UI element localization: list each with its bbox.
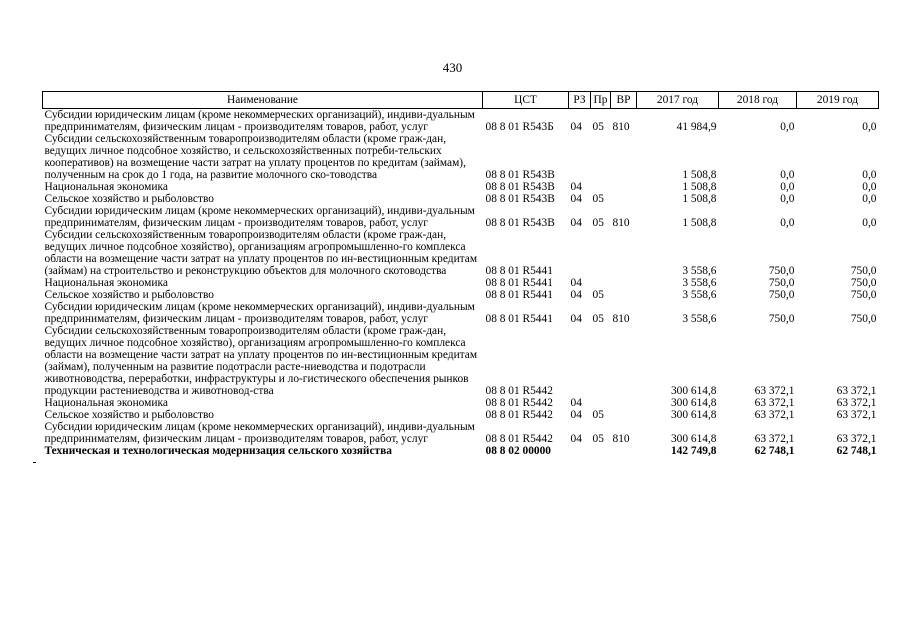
row-cst: 08 8 01 R5442: [485, 397, 553, 409]
row-2018: 0,0: [780, 169, 795, 181]
row-rz: 04: [570, 217, 582, 229]
row-2017: 1 508,8: [682, 169, 717, 181]
row-name: Субсидии сельскохозяйственным товаропроизводителям области (кроме граж-дан, ведущих личное подсобное хозяйство, и сельскохозяйственных потреби-тельских кооперативов) на возмещение части затрат на уплату процентов по кредитам (займам), полученным на срок до 1 года, на развитие молочного ско-товодства: [44, 133, 466, 181]
row-2018: 0,0: [780, 217, 795, 229]
row-2017: 300 614,8: [670, 409, 717, 421]
row-vr: [611, 181, 637, 193]
row-rz: 04: [570, 181, 582, 193]
row-name: Субсидии юридическим лицам (кроме некоммерческих организаций), индиви-дуальным предпринимателям, физическим лицам - производителям товаров, работ, услуг: [44, 421, 475, 445]
table-row: [43, 289, 879, 301]
row-pr: 05: [592, 409, 604, 421]
row-pr: [591, 181, 611, 193]
table-row: [43, 133, 879, 181]
row-vr: 810: [612, 433, 630, 445]
row-rz: [569, 133, 591, 181]
row-cst: 08 8 01 R5441: [485, 277, 553, 289]
row-name: Субсидии юридическим лицам (кроме некоммерческих организаций), индиви-дуальным предпринимателям, физическим лицам - производителям товаров, работ, услуг: [44, 109, 475, 133]
row-vr: 810: [612, 217, 630, 229]
row-2019: 750,0: [850, 277, 877, 289]
row-cst: 08 8 01 R543В: [485, 217, 555, 229]
row-2019: 63 372,1: [836, 409, 877, 421]
header-2019: 2019 год: [797, 92, 879, 109]
row-pr: [591, 277, 611, 289]
row-vr: [611, 409, 637, 421]
row-2019: 0,0: [862, 217, 877, 229]
table-row: [43, 277, 879, 289]
row-rz: 04: [570, 409, 582, 421]
row-2018: 750,0: [768, 265, 795, 277]
row-rz: 04: [570, 121, 582, 133]
row-2017: 300 614,8: [670, 433, 717, 445]
table-row: [43, 445, 879, 457]
row-rz: [569, 445, 591, 457]
row-name: Национальная экономика: [44, 397, 168, 409]
row-2017: 3 558,6: [682, 313, 717, 325]
row-2018: 62 748,1: [754, 445, 795, 457]
row-2017: 142 749,8: [670, 445, 717, 457]
row-vr: 810: [612, 313, 630, 325]
row-2019: 750,0: [850, 289, 877, 301]
row-cst: 08 8 01 R5442: [485, 433, 553, 445]
row-pr: 05: [592, 433, 604, 445]
row-2018: 750,0: [768, 277, 795, 289]
row-2017: 1 508,8: [682, 181, 717, 193]
row-2018: 0,0: [780, 193, 795, 205]
row-vr: [611, 445, 637, 457]
row-vr: [611, 133, 637, 181]
margin-mark: [33, 462, 36, 463]
row-rz: [569, 229, 591, 277]
row-pr: 05: [592, 217, 604, 229]
table-row: [43, 325, 879, 397]
row-cst: 08 8 01 R543В: [485, 169, 555, 181]
table-row: [43, 229, 879, 277]
row-name: Сельское хозяйство и рыболовство: [44, 289, 214, 301]
row-name: Субсидии юридическим лицам (кроме некоммерческих организаций), индиви-дуальным предпринимателям, физическим лицам - производителям товаров, работ, услуг: [44, 205, 475, 229]
row-name: Сельское хозяйство и рыболовство: [44, 409, 214, 421]
row-2019: 0,0: [862, 121, 877, 133]
row-rz: 04: [570, 313, 582, 325]
table-row: [43, 409, 879, 421]
table-row: [43, 397, 879, 409]
row-2018: 750,0: [768, 289, 795, 301]
row-2018: 0,0: [780, 181, 795, 193]
table-row: [43, 421, 879, 445]
table-body: [43, 109, 879, 458]
row-vr: [611, 325, 637, 397]
row-2018: 63 372,1: [754, 397, 795, 409]
row-rz: 04: [570, 193, 582, 205]
row-2017: 1 508,8: [682, 193, 717, 205]
row-rz: 04: [570, 433, 582, 445]
header-rz: РЗ: [569, 92, 591, 109]
row-vr: 810: [612, 121, 630, 133]
row-2017: 3 558,6: [682, 289, 717, 301]
row-cst: 08 8 01 R5442: [485, 385, 553, 397]
page-number: 430: [442, 60, 463, 75]
row-rz: 04: [570, 397, 582, 409]
row-rz: 04: [570, 289, 582, 301]
row-pr: 05: [592, 313, 604, 325]
header-name: Наименование: [43, 92, 483, 109]
header-2018: 2018 год: [719, 92, 797, 109]
row-rz: 04: [570, 277, 582, 289]
row-2019: 750,0: [850, 313, 877, 325]
row-cst: 08 8 02 00000: [485, 445, 551, 457]
row-2019: 750,0: [850, 265, 877, 277]
row-cst: 08 8 01 R5441: [485, 289, 553, 301]
row-2019: 62 748,1: [836, 445, 877, 457]
row-2017: 41 984,9: [676, 121, 717, 133]
row-name: Субсидии сельскохозяйственным товаропроизводителям области (кроме граж-дан, ведущих личное подсобное хозяйство), организациям агропромышленно-го комплекса области на возмещение части затрат на уплату процентов по ин-вестиционным кредитам (займам), полученным на развитие подотрасли расте-ниеводства и подотрасли животноводства, переработки, инфраструктуры и ло-гистического обеспечения рынков продукции растениеводства и животновод-ства: [44, 325, 478, 397]
row-2018: 63 372,1: [754, 409, 795, 421]
row-name: Национальная экономика: [44, 277, 168, 289]
row-vr: [611, 289, 637, 301]
row-vr: [611, 277, 637, 289]
row-name: Национальная экономика: [44, 181, 168, 193]
row-pr: [591, 325, 611, 397]
row-pr: 05: [592, 121, 604, 133]
row-2017: 300 614,8: [670, 397, 717, 409]
row-name: Техническая и технологическая модернизация сельского хозяйства: [44, 445, 392, 457]
table-row: [43, 181, 879, 193]
row-2018: 0,0: [780, 121, 795, 133]
row-2017: 300 614,8: [670, 385, 717, 397]
row-name: Субсидии сельскохозяйственным товаропроизводителям области (кроме граж-дан, ведущих личное подсобное хозяйство), организациям агропромышленно-го комплекса области на возмещение части затрат на уплату процентов по ин-вестиционным кредитам (займам) на строительство и реконструкцию объектов для молочного скотоводства: [44, 229, 478, 277]
row-2019: 63 372,1: [836, 397, 877, 409]
header-vr: ВР: [611, 92, 637, 109]
row-2018: 63 372,1: [754, 385, 795, 397]
table-row: [43, 193, 879, 205]
row-2019: 63 372,1: [836, 385, 877, 397]
row-2017: 3 558,6: [682, 277, 717, 289]
header-cst: ЦСТ: [483, 92, 569, 109]
row-pr: 05: [592, 193, 604, 205]
row-cst: 08 8 01 R5441: [485, 265, 553, 277]
table-row: [43, 109, 879, 134]
row-2018: 750,0: [768, 313, 795, 325]
row-name: Субсидии юридическим лицам (кроме некоммерческих организаций), индиви-дуальным предпринимателям, физическим лицам - производителям товаров, работ, услуг: [44, 301, 475, 325]
row-cst: 08 8 01 R5441: [485, 313, 553, 325]
header-pr: Пр: [591, 92, 611, 109]
row-vr: [611, 229, 637, 277]
row-name: Сельское хозяйство и рыболовство: [44, 193, 214, 205]
row-2019: 0,0: [862, 193, 877, 205]
row-pr: [591, 229, 611, 277]
row-2017: 3 558,6: [682, 265, 717, 277]
row-pr: [591, 397, 611, 409]
row-cst: 08 8 01 R543В: [485, 181, 555, 193]
row-vr: [611, 193, 637, 205]
header-row: [43, 92, 879, 109]
table-row: [43, 205, 879, 229]
row-pr: [591, 133, 611, 181]
row-rz: [569, 325, 591, 397]
row-cst: 08 8 01 R543Б: [485, 121, 554, 133]
row-2019: 0,0: [862, 169, 877, 181]
header-2017: 2017 год: [637, 92, 719, 109]
row-vr: [611, 397, 637, 409]
row-2017: 1 508,8: [682, 217, 717, 229]
row-pr: [591, 445, 611, 457]
row-cst: 08 8 01 R5442: [485, 409, 553, 421]
table-row: [43, 301, 879, 325]
row-pr: 05: [592, 289, 604, 301]
row-2019: 63 372,1: [836, 433, 877, 445]
row-cst: 08 8 01 R543В: [485, 193, 555, 205]
budget-table: [42, 91, 879, 457]
row-2019: 0,0: [862, 181, 877, 193]
row-2018: 63 372,1: [754, 433, 795, 445]
